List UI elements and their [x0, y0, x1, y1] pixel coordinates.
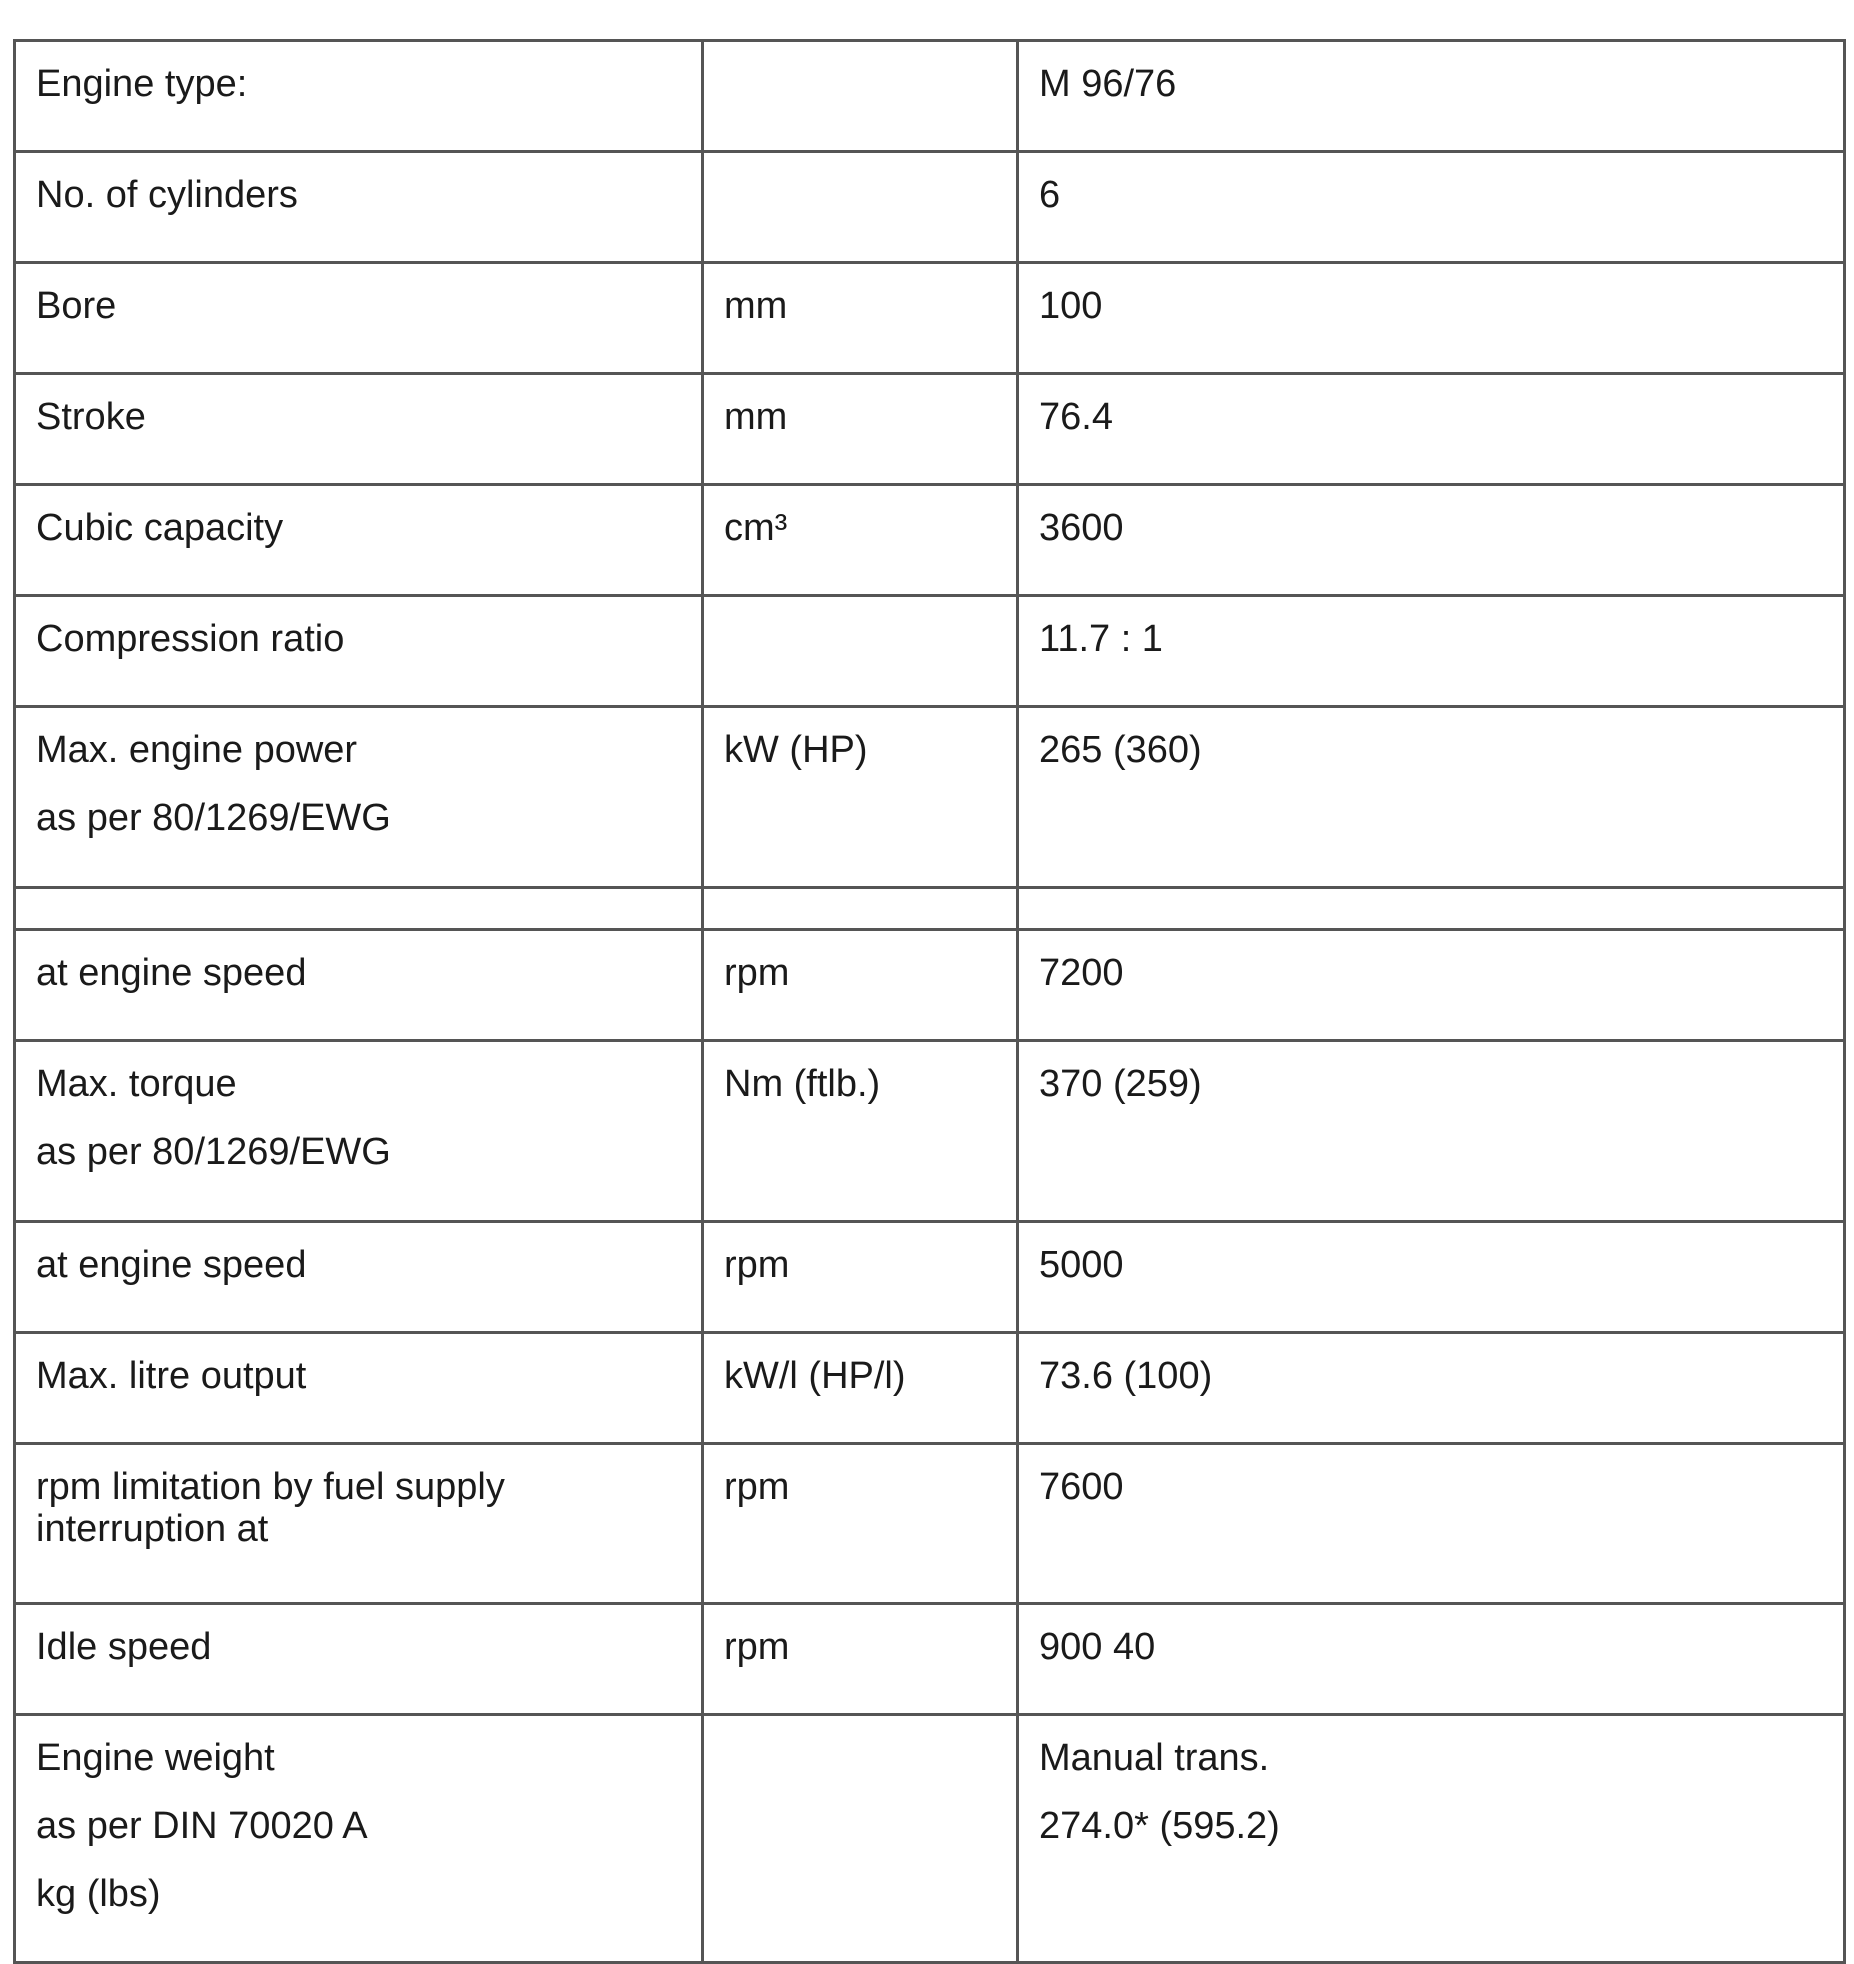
value-cell	[1018, 888, 1845, 930]
table-row	[15, 152, 1845, 263]
value-text: 76.4	[1039, 396, 1113, 438]
unit-text: mm	[724, 285, 788, 327]
table-row	[15, 485, 1845, 596]
unit-cell	[703, 888, 1018, 930]
value-cell	[1018, 1604, 1845, 1715]
label-text: rpm limitation by fuel supply	[36, 1466, 505, 1508]
value-text: 7600	[1039, 1466, 1124, 1508]
label-text: No. of cylinders	[36, 174, 298, 216]
value-text: 100	[1039, 285, 1103, 327]
unit-text: kW (HP)	[724, 729, 868, 771]
label-text: Max. engine power	[36, 729, 358, 771]
label-cell	[15, 707, 703, 888]
value-cell	[1018, 41, 1845, 152]
value-cell	[1018, 596, 1845, 707]
table-row	[15, 263, 1845, 374]
label-text: at engine speed	[36, 1244, 307, 1286]
label-text: kg (lbs)	[36, 1872, 161, 1915]
table-row	[15, 1222, 1845, 1333]
unit-cell	[703, 1444, 1018, 1604]
value-cell	[1018, 1222, 1845, 1333]
value-cell	[1018, 263, 1845, 374]
value-cell	[1018, 1041, 1845, 1222]
value-text: 11.7 : 1	[1039, 618, 1163, 660]
label-text: at engine speed	[36, 952, 307, 994]
value-cell	[1018, 707, 1845, 888]
value-cell	[1018, 485, 1845, 596]
label-text: as per 80/1269/EWG	[36, 1130, 391, 1173]
unit-cell	[703, 1604, 1018, 1715]
label-text: Max. torque	[36, 1063, 237, 1105]
table-row	[15, 41, 1845, 152]
unit-text: Nm (ftlb.)	[724, 1063, 881, 1105]
unit-cell	[703, 930, 1018, 1041]
value-text: 274.0* (595.2)	[1039, 1804, 1280, 1847]
value-cell	[1018, 1715, 1845, 1963]
label-cell	[15, 152, 703, 263]
value-cell	[1018, 152, 1845, 263]
table-row	[15, 707, 1845, 888]
label-text: Engine type:	[36, 63, 248, 105]
unit-cell	[703, 596, 1018, 707]
value-cell	[1018, 930, 1845, 1041]
value-text: 73.6 (100)	[1039, 1355, 1213, 1397]
unit-text: mm	[724, 396, 788, 438]
table-row	[15, 1041, 1845, 1222]
unit-cell	[703, 263, 1018, 374]
unit-cell	[703, 485, 1018, 596]
value-text: 900 40	[1039, 1626, 1156, 1668]
unit-cell	[703, 1333, 1018, 1444]
label-cell	[15, 596, 703, 707]
label-cell	[15, 1041, 703, 1222]
label-text: Idle speed	[36, 1626, 212, 1668]
label-cell	[15, 485, 703, 596]
value-text: 6	[1039, 174, 1061, 216]
unit-text: rpm	[724, 1626, 790, 1668]
label-cell	[15, 263, 703, 374]
value-text: Manual trans.	[1039, 1737, 1270, 1779]
unit-cell	[703, 1041, 1018, 1222]
label-cell	[15, 930, 703, 1041]
label-cell	[15, 1604, 703, 1715]
unit-text: rpm	[724, 1466, 790, 1508]
unit-cell	[703, 374, 1018, 485]
value-cell	[1018, 374, 1845, 485]
table-row	[15, 1333, 1845, 1444]
engine-spec-table	[13, 39, 1846, 1964]
label-cell	[15, 1333, 703, 1444]
label-text: Bore	[36, 285, 117, 327]
unit-cell	[703, 1715, 1018, 1963]
table-row	[15, 1604, 1845, 1715]
unit-cell	[703, 41, 1018, 152]
label-text: Engine weight	[36, 1737, 275, 1779]
table-row	[15, 596, 1845, 707]
value-cell	[1018, 1444, 1845, 1604]
label-text: as per DIN 70020 A	[36, 1804, 368, 1847]
label-cell	[15, 888, 703, 930]
unit-text: kW/l (HP/l)	[724, 1355, 906, 1397]
label-cell	[15, 1444, 703, 1604]
label-text: as per 80/1269/EWG	[36, 796, 391, 839]
label-text: Compression ratio	[36, 618, 345, 660]
value-text: 265 (360)	[1039, 729, 1202, 771]
label-cell	[15, 1715, 703, 1963]
label-text: Cubic capacity	[36, 507, 284, 549]
table-row-spacer	[15, 888, 1845, 930]
label-text: interruption at	[36, 1507, 269, 1550]
unit-cell	[703, 1222, 1018, 1333]
unit-text: rpm	[724, 1244, 790, 1286]
table-row	[15, 1444, 1845, 1604]
unit-cell	[703, 707, 1018, 888]
value-text: 5000	[1039, 1244, 1124, 1286]
unit-text: rpm	[724, 952, 790, 994]
table-row	[15, 374, 1845, 485]
label-cell	[15, 41, 703, 152]
unit-text: cm³	[724, 507, 788, 549]
table-row	[15, 930, 1845, 1041]
label-text: Max. litre output	[36, 1355, 307, 1397]
value-text: 7200	[1039, 952, 1124, 994]
value-text: 370 (259)	[1039, 1063, 1202, 1105]
value-cell	[1018, 1333, 1845, 1444]
label-text: Stroke	[36, 396, 146, 438]
value-text: M 96/76	[1039, 63, 1177, 105]
unit-cell	[703, 152, 1018, 263]
value-text: 3600	[1039, 507, 1124, 549]
label-cell	[15, 1222, 703, 1333]
label-cell	[15, 374, 703, 485]
table-row	[15, 1715, 1845, 1963]
